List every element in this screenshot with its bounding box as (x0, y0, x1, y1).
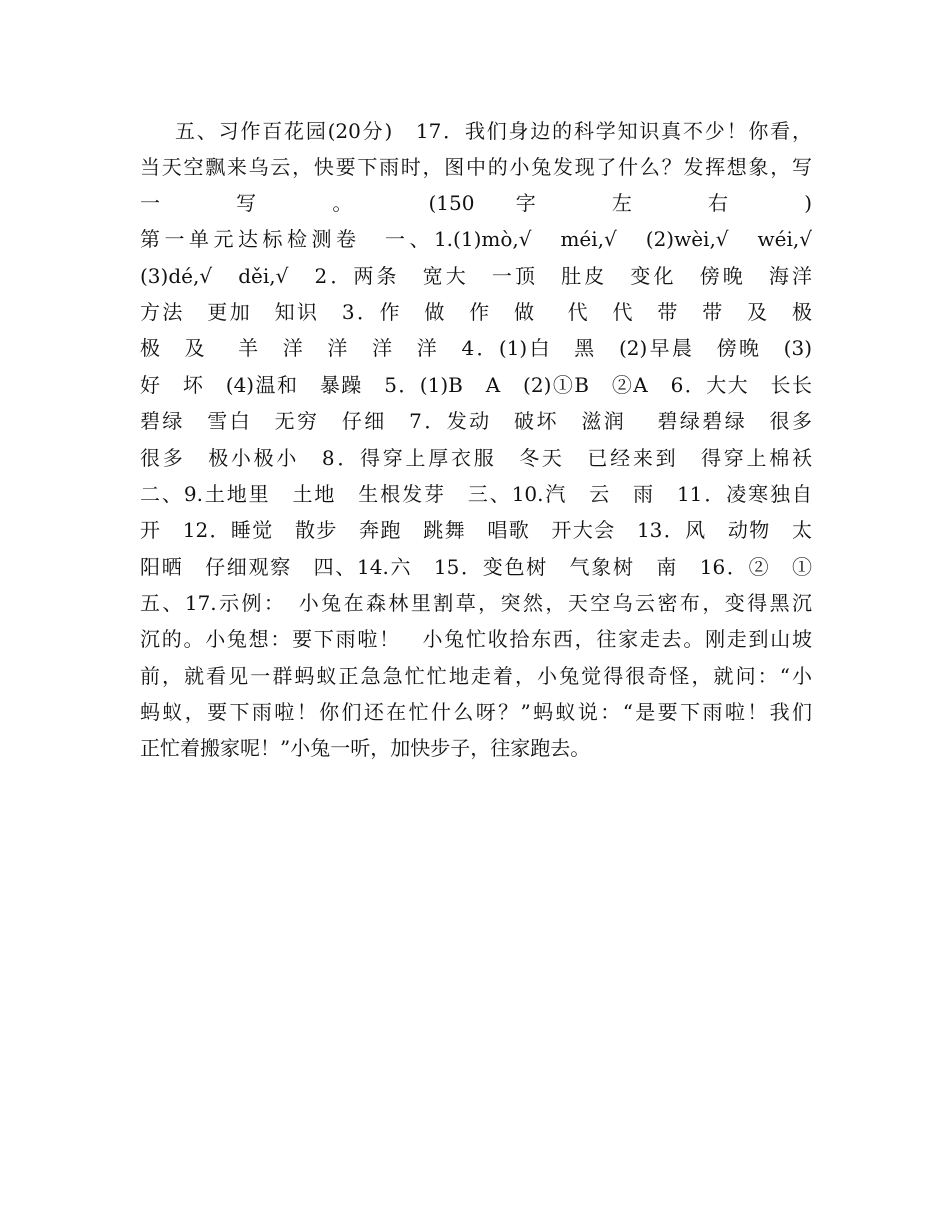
text-line: (3)dé,√ děi,√ 2．两条 宽大 一顶 肚皮 变化 傍晚 海洋 (140, 264, 812, 288)
text-line: 碧绿 雪白 无穷 仔细 7．发动 破坏 滋润 碧绿碧绿 很多 (140, 409, 812, 433)
text-line: 第一单元达标检测卷 一、1.(1)mò,√ méi,√ (2)wèi,√ wéi,√ (140, 227, 812, 251)
text-line: 正忙着搬家呢！”小兔一听，加快步子，往家跑去。 (140, 736, 591, 760)
text-line: 沉的。小兔想：要下雨啦！ 小兔忙收拾东西，往家走去。刚走到山坡 (140, 627, 812, 651)
text-line: 极 及 羊 洋 洋 洋 洋 4．(1)白 黑 (2)早晨 傍晚 (3) (140, 336, 812, 360)
text-line: 阳晒 仔细观察 四、14.六 15．变色树 气象树 南 16．② ① (140, 555, 812, 579)
text-line: 五、17.示例： 小兔在森林里割草，突然，天空乌云密布，变得黑沉 (140, 591, 812, 615)
text-line: 二、9.土地里 土地 生根发芽 三、10.汽 云 雨 11．凌寒独自 (140, 482, 812, 506)
text-line: 很多 极小极小 8．得穿上厚衣服 冬天 已经来到 得穿上棉袄 (140, 446, 812, 470)
text-line: 方法 更加 知识 3．作 做 作 做 代 代 带 带 及 极 (140, 300, 812, 324)
text-line: 前，就看见一群蚂蚁正急急忙忙地走着，小兔觉得很奇怪，就问：“小 (140, 664, 812, 688)
text-line: 一 写 。 (150 字 左 右 ) (140, 191, 812, 215)
text-line: 好 坏 (4)温和 暴躁 5．(1)B A (2)①B ②A 6．大大 长长 (140, 373, 812, 397)
text-line: 开 12．睡觉 散步 奔跑 跳舞 唱歌 开大会 13．风 动物 太 (140, 518, 812, 542)
text-line: 当天空飘来乌云，快要下雨时，图中的小兔发现了什么？发挥想象，写 (140, 155, 812, 179)
text-line: 五、习作百花园(20分) 17．我们身边的科学知识真不少！你看， (175, 119, 812, 143)
text-line: 蚂蚁，要下雨啦！你们还在忙什么呀？”蚂蚁说：“是要下雨啦！我们 (140, 700, 812, 724)
